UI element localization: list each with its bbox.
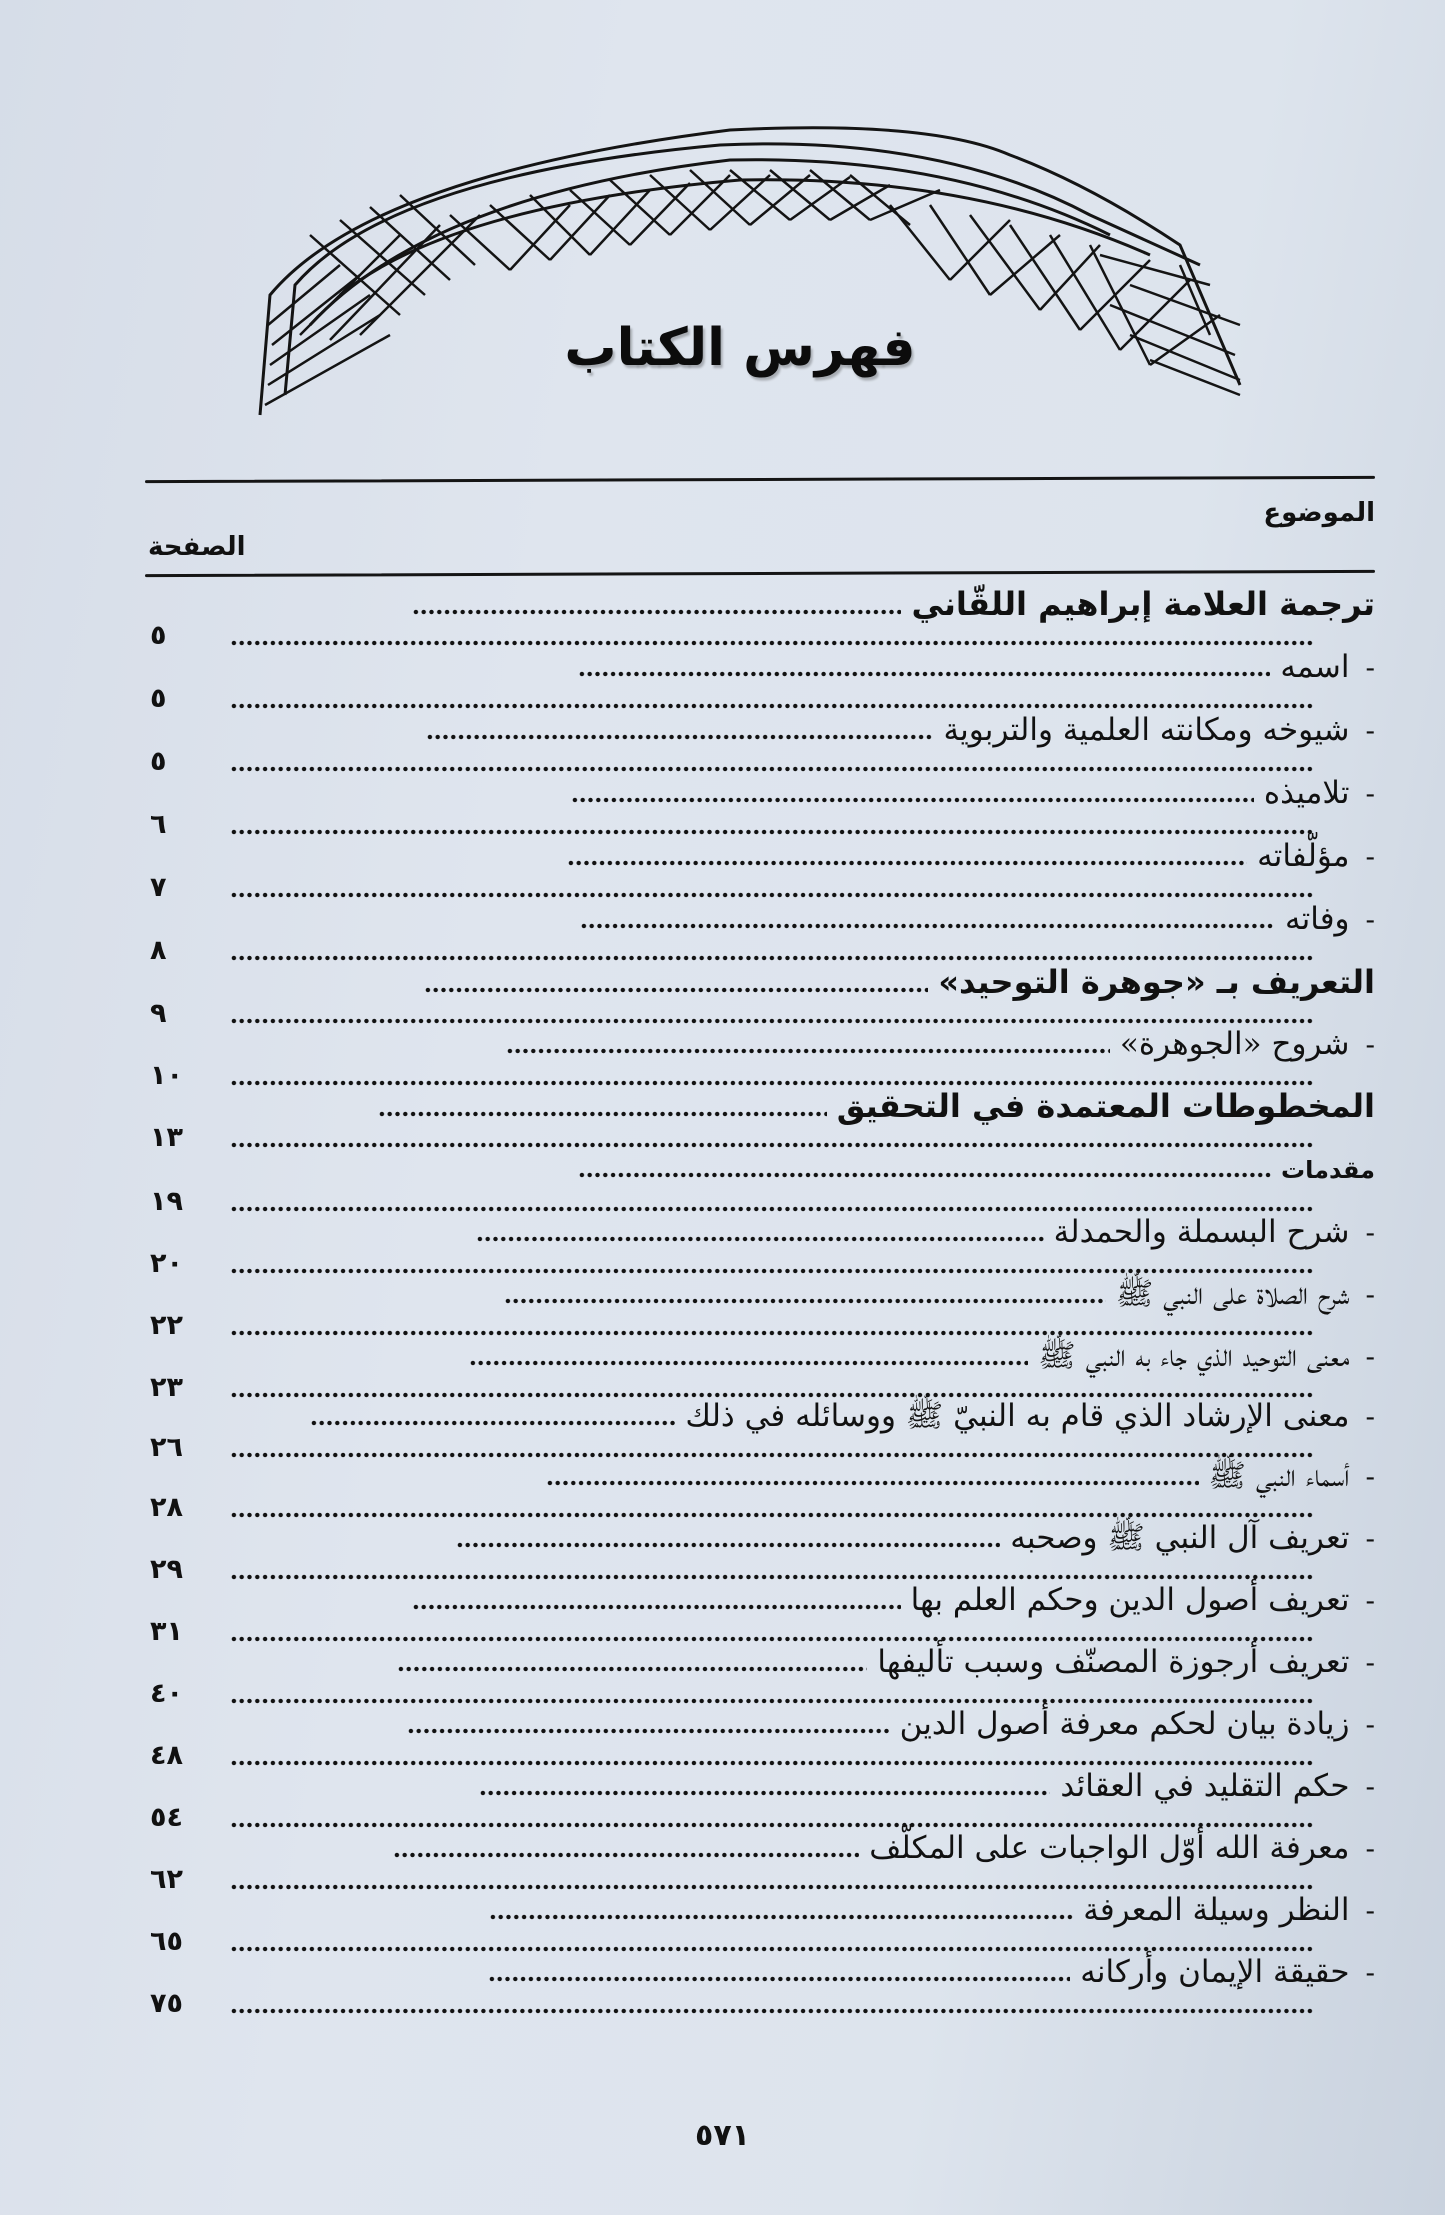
- leader-dots: [476, 1236, 1044, 1242]
- entry-label: زيادة بيان لحكم معرفة أصول الدين: [899, 1706, 1350, 1742]
- toc-entry: [150, 1954, 1375, 2021]
- leader-dots: [378, 1111, 826, 1117]
- header-bottom-rule: [145, 570, 1375, 577]
- entry-label: مؤلّفاته: [1257, 838, 1350, 874]
- entry-label: مقدمات: [1281, 1156, 1375, 1184]
- entry-dash: -: [1365, 840, 1375, 873]
- leader-dots: [230, 703, 1315, 709]
- entry-dash: -: [1365, 1708, 1375, 1741]
- toc-entry: [150, 1458, 1375, 1525]
- toc-entry: [150, 1644, 1375, 1711]
- entry-label: تعريف آل النبي ﷺ وصحبه: [1010, 1520, 1350, 1556]
- toc-entry: [150, 775, 1375, 842]
- entry-dash: -: [1365, 1832, 1375, 1865]
- leader-dots: [230, 829, 1315, 835]
- entry-page-number: ٨: [150, 935, 167, 966]
- leader-dots: [571, 797, 1254, 803]
- leader-dots: [230, 892, 1315, 898]
- leader-dots: [393, 1852, 860, 1858]
- entry-title-line: [546, 1456, 1375, 1496]
- entry-page-number: ٤٨: [150, 1740, 183, 1771]
- leader-dots: [230, 955, 1315, 961]
- leader-dots: [488, 1976, 1071, 1982]
- toc-entry: [150, 1768, 1375, 1835]
- entry-page-number: ٦: [150, 809, 167, 840]
- entry-dash: -: [1365, 1770, 1375, 1803]
- entry-label: اسمه: [1280, 649, 1350, 685]
- leader-dots: [230, 2008, 1315, 2014]
- leader-dots: [506, 1048, 1110, 1054]
- entry-dash: -: [1365, 1460, 1375, 1493]
- leader-dots: [426, 734, 933, 740]
- leader-dots: [567, 860, 1247, 866]
- entry-title-line: [489, 1890, 1375, 1930]
- entry-dash: -: [1365, 651, 1375, 684]
- toc-entry: [150, 1026, 1375, 1093]
- entry-page-number: ٧٥: [150, 1988, 183, 2019]
- entry-page-number: ١٩: [150, 1186, 183, 1217]
- entry-dash: -: [1365, 1340, 1375, 1373]
- toc-entry: [150, 649, 1375, 716]
- entry-page-number: ٥: [150, 683, 167, 714]
- entry-dash: -: [1365, 714, 1375, 747]
- toc-entry: [150, 1706, 1375, 1773]
- entry-dash: -: [1365, 1894, 1375, 1927]
- column-header-subject: الموضوع: [1263, 498, 1375, 528]
- entry-label: تعريف أرجوزة المصنّف وسبب تأليفها: [877, 1644, 1350, 1680]
- column-header-page: الصفحة: [148, 532, 246, 562]
- toc-entry: [150, 1892, 1375, 1959]
- entry-title-line: [310, 1396, 1375, 1436]
- entry-title-line: [479, 1766, 1375, 1806]
- entry-title-line: [567, 836, 1375, 876]
- page-number: ٥٧١: [695, 2118, 750, 2153]
- entry-label: تعريف أصول الدين وحكم العلم بها: [910, 1582, 1350, 1618]
- entry-dash: -: [1365, 1646, 1375, 1679]
- leader-dots: [412, 609, 901, 615]
- leader-dots: [489, 1914, 1073, 1920]
- entry-label: التعريف بـ «جوهرة التوحيد»: [938, 963, 1375, 1001]
- leader-dots: [230, 640, 1315, 646]
- entry-page-number: ٦٢: [150, 1864, 183, 1895]
- entry-page-number: ١٣: [150, 1122, 183, 1153]
- leader-dots: [546, 1480, 1199, 1486]
- leader-dots: [424, 987, 928, 993]
- entry-label: حكم التقليد في العقائد: [1060, 1768, 1350, 1804]
- entry-page-number: ٥٤: [150, 1802, 183, 1833]
- entry-title-line: [378, 1086, 1375, 1126]
- entry-title-line: [578, 1150, 1375, 1190]
- entry-title-line: [426, 710, 1375, 750]
- leader-dots: [310, 1420, 675, 1426]
- entry-title-line: [469, 1336, 1375, 1376]
- entry-label: معنى الإرشاد الذي قام به النبيّ ﷺ ووسائله في ذلك: [685, 1398, 1350, 1434]
- entry-label: حقيقة الإيمان وأركانه: [1080, 1954, 1350, 1990]
- entry-page-number: ٢٩: [150, 1554, 183, 1585]
- entry-label: المخطوطات المعتمدة في التحقيق: [836, 1087, 1375, 1125]
- entry-label: معنى التوحيد الذي جاء به النبي ﷺ: [1038, 1338, 1350, 1374]
- leader-dots: [230, 1142, 1315, 1148]
- entry-label: معرفة الله أوّل الواجبات على المكلّف: [869, 1830, 1350, 1866]
- leader-dots: [230, 766, 1315, 772]
- leader-dots: [397, 1666, 868, 1672]
- entry-title-line: [580, 899, 1375, 939]
- entry-dash: -: [1365, 1028, 1375, 1061]
- entry-dash: -: [1365, 1278, 1375, 1311]
- entry-dash: -: [1365, 1956, 1375, 1989]
- entry-page-number: ٥: [150, 746, 167, 777]
- entry-dash: -: [1365, 1216, 1375, 1249]
- entry-title-line: [424, 962, 1375, 1002]
- toc-entry: [150, 1830, 1375, 1897]
- entry-page-number: ٢٣: [150, 1372, 183, 1403]
- leader-dots: [469, 1360, 1028, 1366]
- entry-title-line: [571, 773, 1375, 813]
- leader-dots: [412, 1604, 901, 1610]
- entry-title-line: [393, 1828, 1375, 1868]
- entry-page-number: ١٠: [150, 1060, 183, 1091]
- entry-dash: -: [1365, 903, 1375, 936]
- leader-dots: [456, 1542, 1000, 1548]
- entry-title-line: [476, 1212, 1375, 1252]
- toc-entry: [150, 1214, 1375, 1281]
- entry-label: وفاته: [1285, 901, 1350, 937]
- header-top-rule: [145, 476, 1375, 483]
- toc-entry: [150, 1276, 1375, 1343]
- toc-entry: [150, 901, 1375, 968]
- toc-entry: [150, 838, 1375, 905]
- entry-page-line: [150, 1988, 1375, 2024]
- leader-dots: [407, 1728, 890, 1734]
- entry-dash: -: [1365, 1522, 1375, 1555]
- entry-title-line: [412, 584, 1375, 624]
- entry-label: شيوخه ومكانته العلمية والتربوية: [943, 712, 1350, 748]
- entry-title-line: [407, 1704, 1375, 1744]
- entry-dash: -: [1365, 1584, 1375, 1617]
- entry-page-number: ٢٦: [150, 1432, 183, 1463]
- entry-page-number: ٢٢: [150, 1310, 183, 1341]
- entry-label: ترجمة العلامة إبراهيم اللقّاني: [911, 585, 1375, 623]
- entry-page-number: ٣١: [150, 1616, 183, 1647]
- entry-label: أسماء النبي ﷺ: [1208, 1458, 1350, 1494]
- entry-title-line: [504, 1274, 1375, 1314]
- toc-entry: [150, 585, 1375, 653]
- entry-page-number: ٩: [150, 998, 167, 1029]
- entry-title-line: [456, 1518, 1375, 1558]
- toc-entry: [150, 1582, 1375, 1649]
- leader-dots: [580, 923, 1275, 929]
- entry-page-number: ٤٠: [150, 1678, 183, 1709]
- entry-label: شروح «الجوهرة»: [1119, 1026, 1350, 1062]
- entry-title-line: [578, 647, 1375, 687]
- entry-title-line: [412, 1580, 1375, 1620]
- entry-page-number: ٥: [150, 620, 167, 651]
- entry-label: النظر وسيلة المعرفة: [1083, 1892, 1350, 1928]
- entry-label: شرح البسملة والحمدلة: [1053, 1214, 1350, 1250]
- toc-entry: [150, 963, 1375, 1031]
- leader-dots: [479, 1790, 1051, 1796]
- entry-dash: -: [1365, 777, 1375, 810]
- entry-page-number: ٦٥: [150, 1926, 183, 1957]
- entry-page-number: ٢٠: [150, 1248, 183, 1279]
- entry-label: شرح الصلاة على النبي ﷺ: [1115, 1276, 1350, 1312]
- entry-title-line: [506, 1024, 1375, 1064]
- leader-dots: [504, 1298, 1106, 1304]
- entry-page-number: ٢٨: [150, 1492, 183, 1523]
- toc-entry: [150, 1156, 1375, 1219]
- entry-page-number: ٧: [150, 872, 167, 903]
- leader-dots: [578, 671, 1271, 677]
- toc-entry: [150, 1520, 1375, 1587]
- toc-entry: [150, 1087, 1375, 1155]
- toc-entry: [150, 712, 1375, 779]
- entry-dash: -: [1365, 1400, 1375, 1433]
- leader-dots: [578, 1172, 1271, 1178]
- page-title: فهرس الكتاب: [564, 318, 916, 378]
- entry-title-line: [488, 1952, 1375, 1992]
- entry-title-line: [397, 1642, 1376, 1682]
- entry-label: تلاميذه: [1263, 775, 1350, 811]
